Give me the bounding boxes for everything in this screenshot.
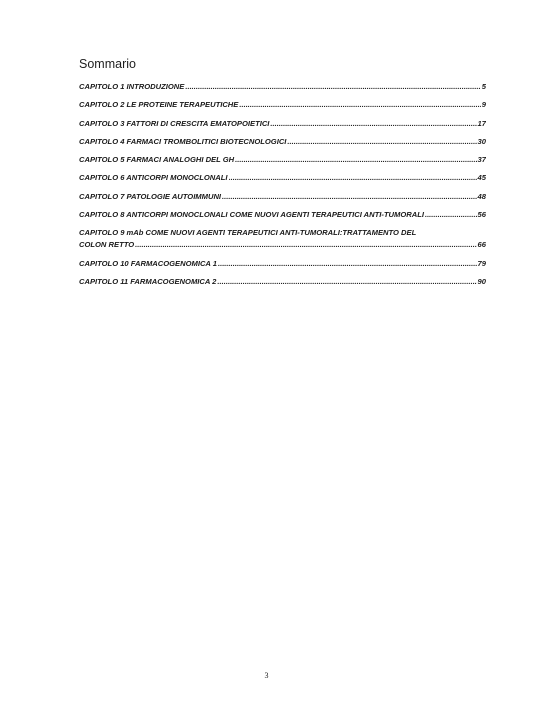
- toc-entry-chapter-5[interactable]: [79, 155, 486, 165]
- toc-entry-page: 5: [481, 82, 486, 91]
- toc-entry-page: 90: [477, 276, 486, 286]
- page-number: 3: [264, 671, 269, 680]
- toc-entry-page: 9: [481, 100, 486, 110]
- toc-entry-page: 45: [477, 173, 486, 183]
- toc-entry-page: 48: [477, 191, 486, 201]
- toc-entry-label: CAPITOLO 4 FARMACI TROMBOLITICI BIOTECNOLOGICI: [79, 136, 287, 146]
- toc-entry-label: CAPITOLO 1 INTRODUZIONE: [79, 82, 185, 91]
- toc-entry-label: CAPITOLO 9 mAb COME NUOVI AGENTI TERAPEUTICI ANTI-TUMORALI:TRATTAMENTO DEL: [79, 228, 417, 238]
- toc-entry-chapter-7[interactable]: [79, 192, 486, 202]
- toc-entry-page: 66: [477, 240, 486, 250]
- toc-entry-label: CAPITOLO 7 PATOLOGIE AUTOIMMUNI: [79, 191, 222, 201]
- toc-entry-chapter-3[interactable]: [79, 119, 486, 129]
- toc-entry-label: CAPITOLO 6 ANTICORPI MONOCLONALI: [79, 173, 228, 183]
- toc-entry-label: CAPITOLO 11 FARMACOGENOMICA 2: [79, 276, 217, 286]
- toc-entry-label: CAPITOLO 5 FARMACI ANALOGHI DEL GH: [79, 155, 235, 165]
- toc-entry-page: 30: [477, 136, 486, 146]
- dot-leader: [287, 137, 476, 147]
- toc-entry-page: 56: [477, 210, 486, 220]
- toc-entry-chapter-9[interactable]: [79, 228, 486, 250]
- dot-leader: [222, 192, 477, 202]
- toc-entry-page: 17: [477, 118, 486, 128]
- toc-entry-chapter-2[interactable]: [79, 100, 486, 110]
- toc-entry-label: CAPITOLO 2 LE PROTEINE TERAPEUTICHE: [79, 100, 239, 110]
- table-of-contents: [79, 82, 486, 295]
- toc-entry-label: CAPITOLO 10 FARMACOGENOMICA 1: [79, 258, 217, 268]
- toc-entry-label: CAPITOLO 8 ANTICORPI MONOCLONALI COME NUOVI AGENTI TERAPEUTICI ANTI-TUMORALI: [79, 210, 424, 220]
- dot-leader: [239, 100, 480, 110]
- toc-entry-chapter-1[interactable]: [79, 82, 486, 92]
- toc-entry-label-continued: COLON RETTO: [79, 240, 135, 250]
- toc-entry-page: 37: [477, 155, 486, 165]
- toc-entry-chapter-11[interactable]: [79, 277, 486, 287]
- dot-leader: [270, 119, 476, 129]
- toc-entry-page: 79: [477, 258, 486, 268]
- toc-entry-chapter-8[interactable]: [79, 210, 486, 220]
- toc-entry-continuation: [79, 240, 486, 250]
- dot-leader: [185, 82, 480, 92]
- dot-leader: [217, 277, 476, 287]
- dot-leader: [135, 240, 476, 250]
- toc-entry-chapter-6[interactable]: [79, 173, 486, 183]
- toc-entry-chapter-10[interactable]: [79, 259, 486, 269]
- dot-leader: [229, 173, 477, 183]
- dot-leader: [235, 155, 476, 165]
- dot-leader: [425, 210, 477, 220]
- toc-entry-chapter-4[interactable]: [79, 137, 486, 147]
- toc-title: Sommario: [79, 57, 136, 71]
- toc-entry-label: CAPITOLO 3 FATTORI DI CRESCITA EMATOPOIETICI: [79, 118, 270, 128]
- dot-leader: [218, 259, 477, 269]
